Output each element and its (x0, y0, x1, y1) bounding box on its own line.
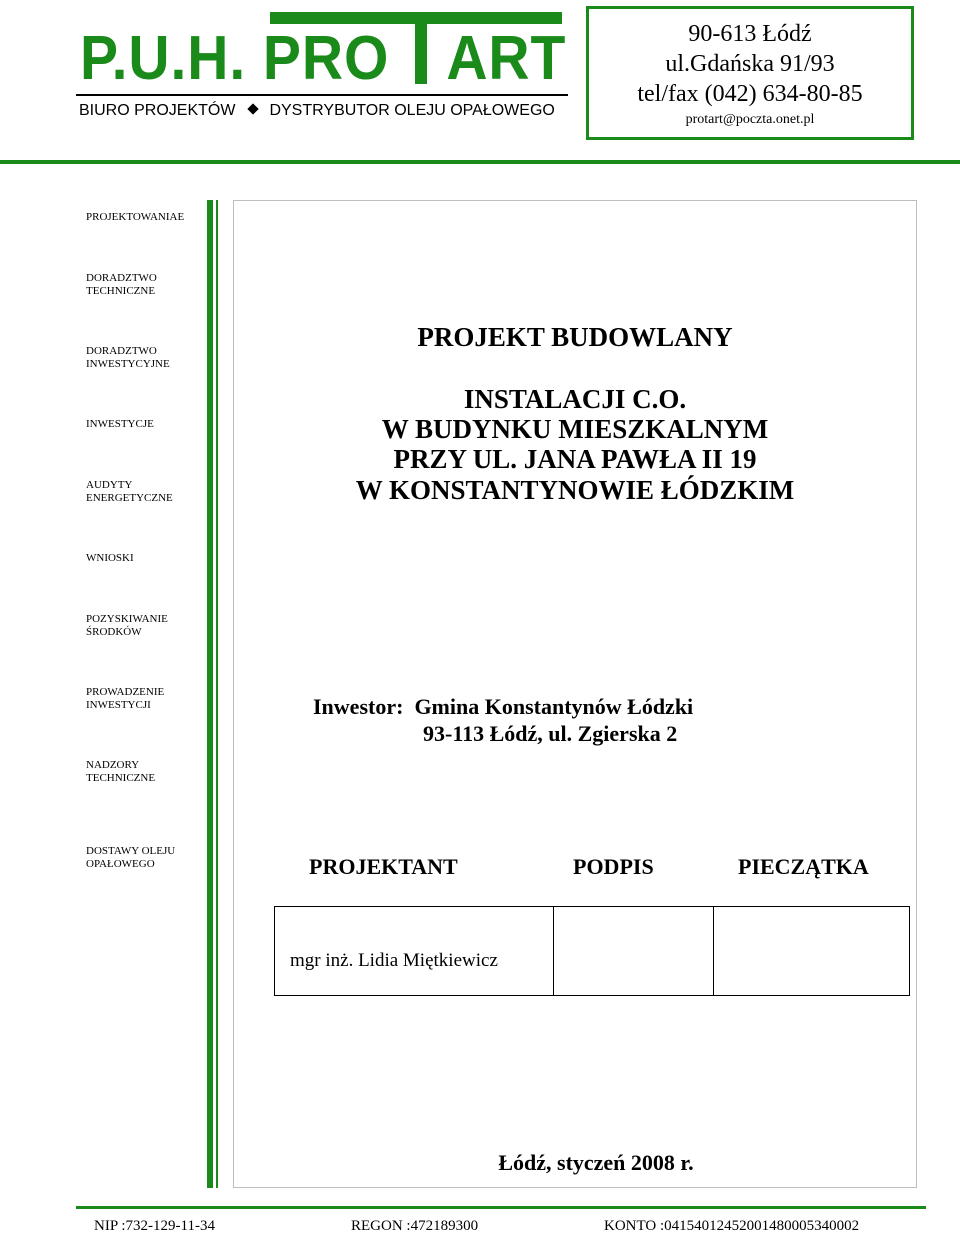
sidebar-item: PROJEKTOWANIAE (86, 211, 185, 223)
footer-nip: NIP :732-129-11-34 (94, 1218, 215, 1234)
sidebar-bar-thin (216, 200, 218, 1188)
logo-underline (76, 94, 568, 96)
footer-konto: KONTO :04154012452001480005340002 (604, 1218, 860, 1234)
subtitle-line: W BUDYNKU MIESZKALNYM (381, 414, 769, 444)
logo-text-right: ART (446, 24, 567, 93)
subtitle-line: W KONSTANTYNOWIE ŁÓDZKIM (355, 475, 795, 505)
investor-label: Inwestor: (313, 694, 404, 719)
contact-email: protart@poczta.onet.pl (685, 112, 815, 127)
sidebar-item: DORADZTWO TECHNICZNE (86, 272, 157, 297)
sidebar-item: PROWADZENIE INWESTYCJI (86, 686, 165, 711)
investor-address: 93-113 Łódź, ul. Zgierska 2 (423, 721, 678, 746)
logo-text (80, 24, 567, 93)
sidebar-item: NADZORY TECHNICZNE (86, 759, 156, 784)
subtitle-line: INSTALACJI C.O. (463, 384, 687, 414)
sign-header-stamp: PIECZĄTKA (738, 854, 869, 879)
sidebar-item: WNIOSKI (86, 552, 134, 564)
footer-regon: REGON :472189300 (351, 1218, 479, 1234)
table-divider (553, 906, 554, 996)
contact-phone: tel/fax (042) 634-80-85 (637, 81, 863, 107)
contact-street: ul.Gdańska 91/93 (665, 51, 835, 77)
contact-postal: 90-613 Łódź (688, 21, 812, 47)
header-rule (0, 160, 960, 164)
company-logo (76, 10, 570, 92)
designer-name: mgr inż. Lidia Miętkiewicz (290, 950, 498, 971)
tagline-left: BIURO PROJEKTÓW (79, 102, 236, 119)
sign-header-signature: PODPIS (573, 854, 654, 879)
investor-name: Gmina Konstantynów Łódzki (414, 694, 694, 719)
investor (313, 694, 693, 720)
tagline (79, 102, 555, 120)
table-divider (713, 906, 714, 996)
sidebar-item: AUDYTY ENERGETYCZNE (86, 479, 173, 504)
page-title: PROJEKT BUDOWLANY (417, 322, 733, 352)
sidebar-item: DORADZTWO INWESTYCYJNE (86, 345, 170, 370)
sign-header-designer: PROJEKTANT (309, 854, 458, 879)
place-date: Łódź, styczeń 2008 r. (498, 1150, 694, 1175)
sidebar-item: DOSTAWY OLEJU OPAŁOWEGO (86, 845, 176, 870)
logo-text-left: P.U.H. PRO (80, 24, 390, 93)
sidebar-item: POZYSKIWANIE ŚRODKÓW (86, 613, 168, 638)
contact-box (586, 6, 914, 140)
subtitle-line: PRZY UL. JANA PAWŁA II 19 (393, 444, 757, 474)
footer-rule (76, 1206, 926, 1209)
sidebar-item: INWESTYCJE (86, 418, 154, 430)
diamond-icon (248, 103, 259, 114)
sidebar-bar (207, 200, 213, 1188)
tagline-right: DYSTRYBUTOR OLEJU OPAŁOWEGO (269, 102, 555, 119)
